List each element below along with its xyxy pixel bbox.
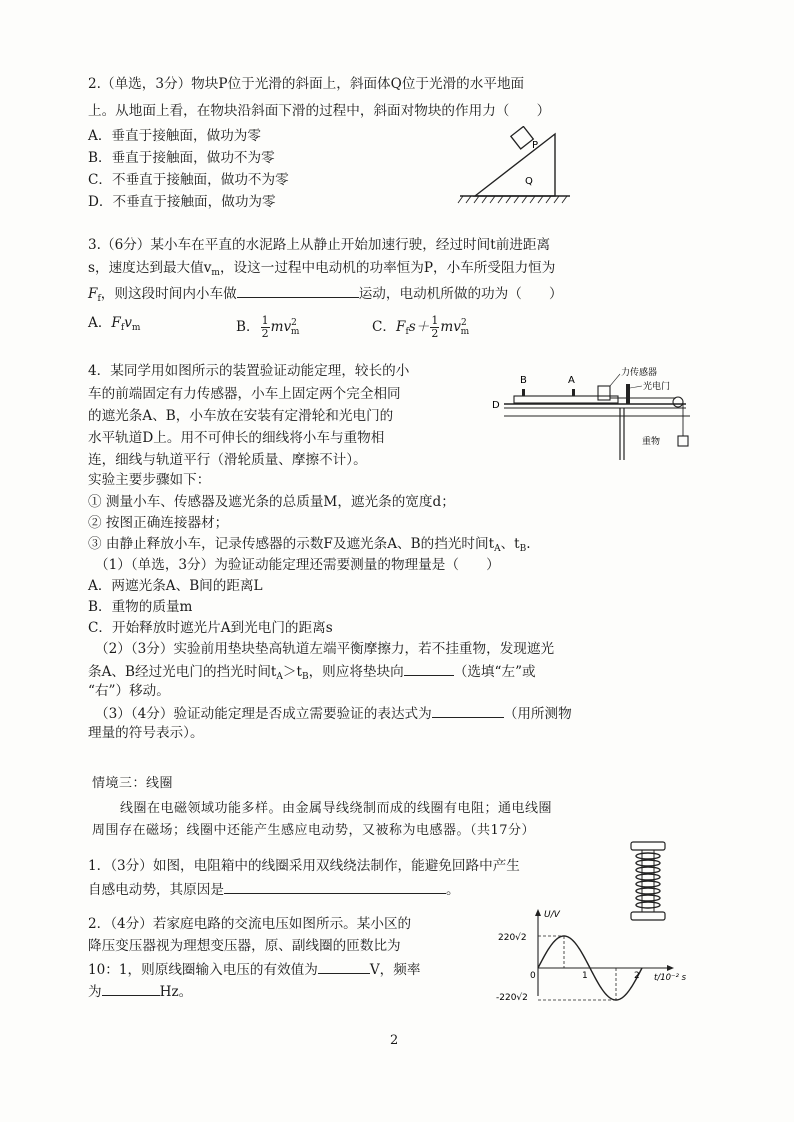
q4-step1: ① 测量小车、传感器及遮光条的总质量M，遮光条的宽度d； <box>88 494 455 510</box>
q4-sub2-sub-b: B <box>301 672 309 682</box>
y-tick-min: -220√2 <box>496 993 528 1002</box>
q3-option-a-v: v <box>124 315 132 331</box>
q4-sub2-l2-d: （选填“左”或 <box>453 664 536 680</box>
strip-a <box>572 389 575 396</box>
s3q1-line1: 1．（3分）如图，电阻箱中的线圈采用双线绕法制作，能避免回路中产生 <box>88 858 520 874</box>
q2-option-d: D．不垂直于接触面，做功为零 <box>88 194 276 210</box>
x-axis-label: t/10⁻² s <box>654 973 687 983</box>
coil-top-cap <box>631 842 665 850</box>
photogate <box>626 384 630 404</box>
q3-stem-line3 <box>88 282 563 310</box>
q2-stem-line1: 2.（单选，3分）物块P位于光滑的斜面上，斜面体Q位于光滑的水平地面 <box>88 76 525 92</box>
q3-option-b <box>236 310 299 345</box>
q3-line3-c: 运动，电动机所做的功为（ ） <box>358 286 563 302</box>
s3q2-line3-a: 10：1，则原线圈输入电压的有效值为 <box>88 962 318 978</box>
q3-option-c <box>372 310 469 345</box>
q3-stem-line2 <box>88 258 555 284</box>
q4-sub3-blank[interactable] <box>432 702 504 718</box>
block-p <box>511 126 533 148</box>
q4-sub1-option-c: C．开始释放时遮光片A到光电门的距离s <box>88 620 333 636</box>
q2-option-b: B．垂直于接触面，做功不为零 <box>88 150 275 166</box>
label-p: P <box>532 140 539 151</box>
s3q1-line2-end: 。 <box>445 882 460 898</box>
label-a: A <box>568 375 575 386</box>
q3-stem-line1: 3.（6分）某小车在平直的水泥路上从静止开始加速行驶，经过时间t前进距离 <box>88 237 551 253</box>
q4-sub1-option-a: A．两遮光条A、B间的距离L <box>88 578 263 594</box>
q3-option-a-sub1: f <box>120 323 125 333</box>
q4-stem-line6: 实验主要步骤如下： <box>88 472 211 488</box>
q3-option-c-sub1: f <box>405 327 409 337</box>
incline-block-q <box>475 134 555 196</box>
q4-sub1-option-b: B．重物的质量m <box>88 599 193 615</box>
q4-stem-line1: 4．某同学用如图所示的装置验证动能定理，较长的小 <box>88 363 410 379</box>
s3q2-line2: 降压变压器视为理想变压器，原、副线圈的匝数比为 <box>88 938 401 954</box>
q3-option-b-label: B． <box>236 319 260 335</box>
q3-option-c-sub2: m <box>460 327 470 337</box>
origin-label: 0 <box>530 971 536 981</box>
s3q2-line4-a: 为 <box>88 984 102 1000</box>
q3-option-c-f: F <box>396 319 406 335</box>
s3q2-frequency-blank[interactable] <box>102 980 160 996</box>
s3q2-line3-b: V，频率 <box>369 962 421 978</box>
strip-b <box>522 389 525 396</box>
ac-voltage-graph <box>494 906 704 1002</box>
weight-block <box>678 436 688 446</box>
q3-line2-rest: ，设这一过程中电动机的功率恒为P，小车所受阻力恒为 <box>219 260 556 276</box>
ground-hatch <box>458 196 567 203</box>
q3-ff-sub: f <box>97 294 101 304</box>
y-tick-max: 220√2 <box>498 933 527 943</box>
q3-line2-text: s，速度达到最大值v <box>88 260 212 276</box>
label-q: Q <box>525 176 533 187</box>
q4-sub2-sub-a: A <box>276 672 283 682</box>
q4-stem-line3: 的遮光条A、B，小车放在安装有定滑轮和光电门的 <box>88 408 394 424</box>
s3q2-line3 <box>88 958 420 981</box>
incline-figure <box>455 126 575 210</box>
q3-option-c-num: 1 <box>431 314 439 327</box>
x-tick-2: 2 <box>634 971 640 981</box>
q3-option-c-sup: 2 <box>460 318 467 328</box>
q3-option-b-sub: m <box>290 327 300 337</box>
q4-sub3-line2: 理量的符号表示）。 <box>88 725 204 741</box>
q4-stem-line2: 车的前端固定有力传感器，小车上固定两个完全相同 <box>88 386 401 402</box>
x-tick-1: 1 <box>582 971 588 981</box>
coil-windings <box>636 853 660 908</box>
q3-ff: F <box>88 286 98 302</box>
q4-sub2-l2-c: ，则应将垫块向 <box>308 664 404 680</box>
q4-sub3-line1 <box>95 702 572 725</box>
q4-sub2-line1: （2）（3分）实验前用垫块垫高轨道左端平衡摩擦力，若不挂重物，发现遮光 <box>95 641 555 657</box>
pulley <box>673 397 683 407</box>
q2-option-c: C．不垂直于接触面，做功不为零 <box>88 172 289 188</box>
q4-sub2-blank[interactable] <box>404 660 454 676</box>
label-b: B <box>520 375 527 386</box>
q4-step3-mid: 、t <box>500 536 520 552</box>
s3q2-voltage-blank[interactable] <box>318 958 370 974</box>
q2-stem-line2: 上。从地面上看，在物块沿斜面下滑的过程中，斜面对物块的作用力（ ） <box>88 103 551 119</box>
q4-stem-line4: 水平轨道D上。用不可伸长的细线将小车与重物相 <box>88 430 385 446</box>
q3-option-c-mv: mv <box>440 319 461 335</box>
q3-line3-b: ，则这段时间内小车做 <box>100 286 237 302</box>
q4-step3-sub-a: A <box>494 544 501 554</box>
q3-option-a-f: F <box>111 315 121 331</box>
q3-line2-sub: m <box>211 268 220 278</box>
page-number: 2 <box>390 1033 399 1048</box>
q4-sub3-l1-a: （3）（4分）验证动能定理是否成立需要验证的表达式为 <box>95 706 432 722</box>
q4-stem-line5: 连，细线与轨道平行（滑轮质量、摩擦不计）。 <box>88 452 367 468</box>
x-axis-arrow <box>667 965 674 971</box>
q3-option-b-den: 2 <box>261 327 269 340</box>
q4-sub1-stem: （1）（单选，3分）为验证动能定理还需要测量的物理量是（ ） <box>95 557 500 573</box>
s3q1-reason-blank[interactable] <box>224 878 446 894</box>
q3-option-c-label: C． <box>372 319 396 335</box>
label-weight: 重物 <box>642 437 661 447</box>
q3-option-c-s: s＋ <box>408 319 430 335</box>
q3-option-a-label: A． <box>88 315 112 331</box>
q4-sub2-l2-a: 条A、B经过光电门的挡光时间t <box>88 664 277 680</box>
s3q2-line1: 2．（4分）若家庭电路的交流电压如图所示。某小区的 <box>88 916 412 932</box>
q3-option-c-frac <box>430 315 439 340</box>
q3-motion-blank[interactable] <box>237 282 359 298</box>
q3-option-a-sub2: m <box>131 323 141 333</box>
s3q2-line4-b: Hz。 <box>159 984 193 1000</box>
q2-option-a: A．垂直于接触面，做功为零 <box>88 128 261 144</box>
force-sensor <box>598 386 610 400</box>
q3-option-b-mv: mv <box>270 319 292 335</box>
label-d: D <box>492 400 500 411</box>
gate-leader <box>630 386 642 388</box>
q3-options <box>88 310 140 341</box>
s3q2-line4 <box>88 980 192 1003</box>
s3q1-line2 <box>88 878 460 901</box>
dynamics-apparatus-figure <box>490 364 700 464</box>
scene3-intro-line2: 周围存在磁场；线圈中还能产生感应电动势，又被称为电感器。（共17分） <box>92 823 536 838</box>
y-axis-label: U/V <box>544 910 560 920</box>
label-photogate: 光电门 <box>643 382 671 392</box>
q3-option-b-frac <box>261 315 270 340</box>
q4-sub3-l1-b: （用所测物 <box>503 706 572 722</box>
q4-step3-text: ③ 由静止释放小车，记录传感器的示数F及遮光条A、B的挡光时间t <box>88 536 495 552</box>
q4-step3-end: . <box>526 536 531 552</box>
label-force-sensor: 力传感器 <box>621 368 658 378</box>
scene3-title: 情境三：线圈 <box>92 776 174 791</box>
q3-option-b-num: 1 <box>261 314 269 327</box>
s3q1-line2-text: 自感电动势，其原因是 <box>88 882 224 898</box>
y-axis-arrow <box>535 909 541 916</box>
q4-sub2-line3: “右”）移动。 <box>88 683 170 699</box>
q4-step2: ② 按图正确连接器材； <box>88 515 229 531</box>
q3-option-b-sup: 2 <box>291 318 297 328</box>
sensor-leader <box>610 374 620 386</box>
q4-sub2-l2-b: ＞t <box>282 664 302 680</box>
q4-step3-sub-b: B <box>519 544 527 554</box>
scene3-intro-line1: 线圈在电磁领域功能多样。由金属导线绕制而成的线圈有电阻；通电线圈 <box>120 801 553 816</box>
q3-option-c-den: 2 <box>431 327 439 340</box>
